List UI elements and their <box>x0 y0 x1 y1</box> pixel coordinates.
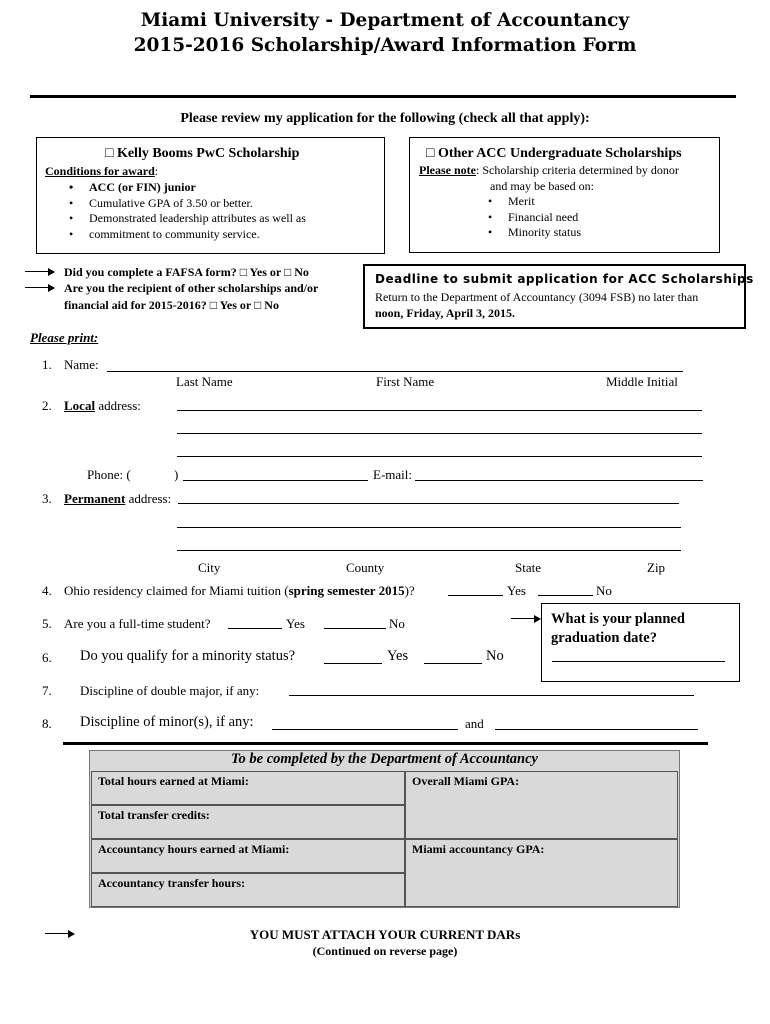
fulltime-question: Are you a full-time student? <box>64 616 211 631</box>
list-item: • Financial need <box>480 210 581 226</box>
acc-transfer-cell: Accountancy transfer hours: <box>91 873 405 907</box>
note-text-2: and may be based on: <box>490 179 594 193</box>
item-number: 5. <box>42 616 52 631</box>
graduation-date-box <box>541 603 740 682</box>
header-rule <box>30 95 736 98</box>
last-name-caption: Last Name <box>176 374 233 389</box>
fulltime-no-blank[interactable] <box>324 628 386 629</box>
no-label: No <box>389 616 405 631</box>
list-item: • Demonstrated leadership attributes as well as <box>61 211 306 227</box>
graduation-line2: graduation date? <box>551 630 657 646</box>
no-label: No <box>596 583 612 598</box>
form-title-line1: Miami University - Department of Accountancy <box>140 10 630 31</box>
county-caption: County <box>346 560 385 575</box>
first-name-caption: First Name <box>376 374 435 389</box>
permanent-address-label: Permanent address: <box>64 491 172 506</box>
deadline-line1: Return to the Department of Accountancy (3094 FSB) no later than <box>375 290 699 304</box>
yes-label: Yes <box>286 616 305 631</box>
phone-input[interactable] <box>183 480 368 481</box>
minority-no-blank[interactable] <box>424 663 482 664</box>
arrow-icon <box>25 268 55 276</box>
acc-hours-cell: Accountancy hours earned at Miami: <box>91 839 405 873</box>
list-item: • Minority status <box>480 225 581 241</box>
continued-note: (Continued on reverse page) <box>312 944 458 958</box>
name-input[interactable] <box>107 371 683 372</box>
ohio-residency-question: Ohio residency claimed for Miami tuition (spring semester 2015)? <box>64 583 415 598</box>
list-item: • ACC (or FIN) junior <box>61 180 306 196</box>
zip-caption: Zip <box>647 560 666 575</box>
email-label: E-mail: <box>373 467 412 482</box>
acc-gpa-cell: Miami accountancy GPA: <box>405 839 678 907</box>
transfer-credits-cell: Total transfer credits: <box>91 805 405 839</box>
graduation-line1: What is your planned <box>551 611 685 627</box>
list-item: • Merit <box>480 194 581 210</box>
state-caption: State <box>515 560 541 575</box>
attach-dars-notice: YOU MUST ATTACH YOUR CURRENT DARs <box>249 927 521 942</box>
permanent-address-input-3[interactable] <box>177 550 681 551</box>
item-number: 4. <box>42 583 52 598</box>
deadline-box <box>363 264 754 329</box>
arrow-icon <box>511 615 541 623</box>
name-label: Name: <box>64 357 99 372</box>
permanent-address-input-2[interactable] <box>177 527 681 528</box>
phone-close: ) <box>174 467 179 482</box>
list-item: • commitment to community service. <box>61 227 306 243</box>
fulltime-yes-blank[interactable] <box>228 628 282 629</box>
fafsa-question[interactable]: Did you complete a FAFSA form? □ Yes or □ No <box>64 265 309 279</box>
item-number: 1. <box>42 357 52 372</box>
please-note: Please note: Scholarship criteria determined by donor <box>419 163 679 177</box>
department-rule <box>63 742 708 745</box>
yes-label: Yes <box>507 583 526 598</box>
overall-gpa-cell: Overall Miami GPA: <box>405 771 678 839</box>
total-hours-cell: Total hours earned at Miami: <box>91 771 405 805</box>
department-header: To be completed by the Department of Accountancy <box>230 751 538 767</box>
graduation-date-input[interactable] <box>552 661 725 662</box>
conditions-list <box>61 180 306 242</box>
please-print-label: Please print: <box>30 330 99 345</box>
kelly-booms-box <box>36 137 385 254</box>
conditions-label: Conditions for award: <box>45 164 159 178</box>
local-address-input-1[interactable] <box>177 410 702 411</box>
local-address-input-3[interactable] <box>177 456 702 457</box>
list-item: • Cumulative GPA of 3.50 or better. <box>61 196 306 212</box>
city-caption: City <box>198 560 221 575</box>
item-number: 2. <box>42 398 52 413</box>
middle-initial-caption: Middle Initial <box>606 374 678 389</box>
item-number: 6. <box>42 650 52 665</box>
other-acc-checkbox[interactable]: □ Other ACC Undergraduate Scholarships <box>426 146 682 161</box>
minority-question: Do you qualify for a minority status? <box>80 648 296 664</box>
form-title-line2: 2015-2016 Scholarship/Award Information Form <box>133 35 637 56</box>
and-label: and <box>465 716 484 731</box>
other-aid-question-line1: Are you the recipient of other scholarships and/or <box>64 281 319 295</box>
review-prompt: Please review my application for the following (check all that apply): <box>180 111 590 126</box>
other-aid-question-line2[interactable]: financial aid for 2015-2016? □ Yes or □ No <box>64 298 279 312</box>
local-address-label: Local address: <box>64 398 141 413</box>
item-number: 7. <box>42 683 52 698</box>
item-number: 8. <box>42 716 52 731</box>
deadline-line2: noon, Friday, April 3, 2015. <box>375 306 516 320</box>
yes-label: Yes <box>387 648 409 664</box>
other-acc-box <box>409 137 720 253</box>
local-address-input-2[interactable] <box>177 433 702 434</box>
ohio-yes-blank[interactable] <box>448 595 503 596</box>
double-major-label: Discipline of double major, if any: <box>80 683 260 698</box>
deadline-title: Deadline to submit application for ACC Scholarships <box>375 272 754 286</box>
minority-yes-blank[interactable] <box>324 663 382 664</box>
minor-input-1[interactable] <box>272 729 458 730</box>
item-number: 3. <box>42 491 52 506</box>
double-major-input[interactable] <box>289 695 694 696</box>
ohio-no-blank[interactable] <box>538 595 593 596</box>
permanent-address-input-1[interactable] <box>178 503 679 504</box>
kelly-booms-checkbox[interactable]: □ Kelly Booms PwC Scholarship <box>105 146 300 161</box>
minor-label: Discipline of minor(s), if any: <box>80 714 254 730</box>
criteria-list <box>480 194 581 241</box>
arrow-icon <box>25 284 55 292</box>
minor-input-2[interactable] <box>495 729 698 730</box>
no-label: No <box>486 648 504 664</box>
phone-label: Phone: ( <box>87 467 131 482</box>
email-input[interactable] <box>415 480 703 481</box>
